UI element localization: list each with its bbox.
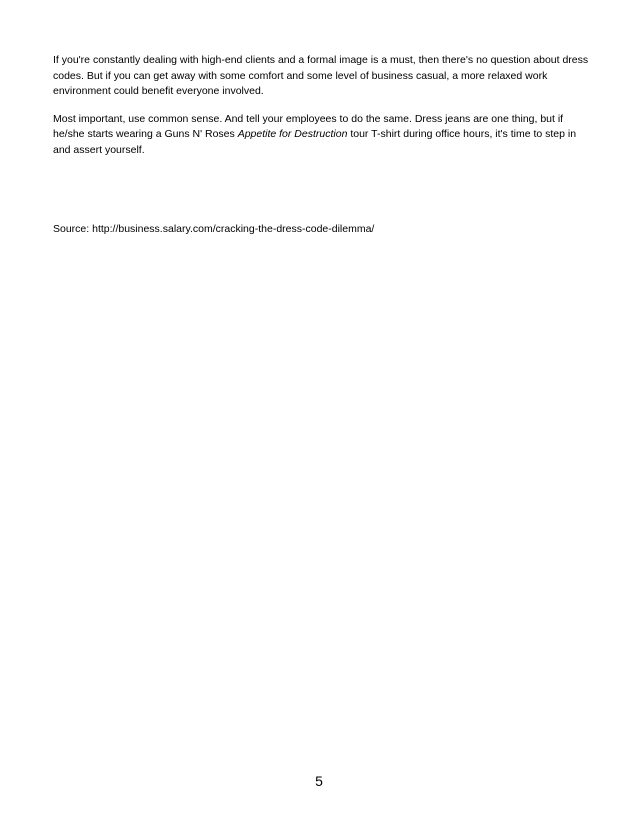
source-citation: Source: http://business.salary.com/cracking-the-dress-code-dilemma/	[53, 223, 375, 235]
paragraph-common-sense	[53, 112, 589, 159]
page-number: 5	[315, 773, 323, 789]
paragraph-common-sense-tail: tour T-shirt during office hours, it's time to step in and assert yourself.	[53, 128, 577, 156]
paragraph-dress-codes: If you're constantly dealing with high-end clients and a formal image is a must, then there's no question about dress codes. But if you can get away with some comfort and some level of business casual, a more relaxed work environment could benefit everyone involved.	[53, 54, 589, 97]
album-title-italic: Appetite for Destruction	[237, 128, 348, 140]
body-text	[53, 53, 589, 158]
paragraph-common-sense-lead: Most important, use common sense. And tell your employees to do the same. Dress jeans are one thing, but if he/she starts wearing a Guns N' Roses	[53, 112, 564, 140]
